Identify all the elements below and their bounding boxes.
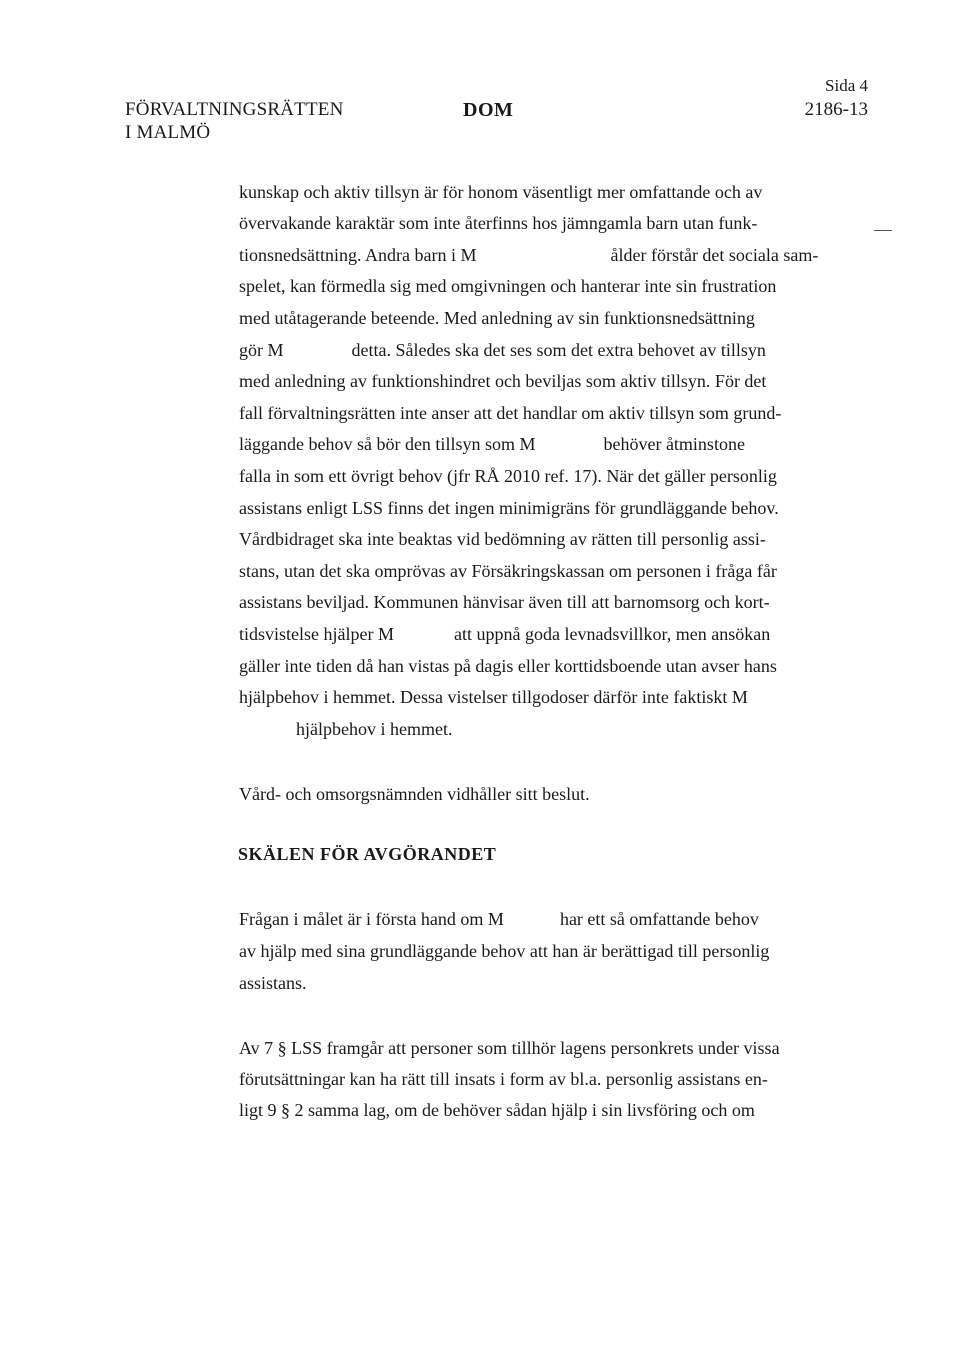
paragraph-text: har ett så omfattande behov [559,909,759,929]
court-name: FÖRVALTNINGSRÄTTEN [125,99,344,120]
paragraph-line [239,432,745,456]
paragraph-text: tidsvistelse hjälper M [239,624,394,644]
paragraph-line: med utåtagerande beteende. Med anledning av sin funktionsnedsättning [239,308,755,328]
paragraph-line: hjälpbehov i hemmet. [296,719,453,739]
paragraph-text: ålder förstår det sociala sam- [610,245,819,265]
paragraph-line: med anledning av funktionshindret och beviljas som aktiv tillsyn. För det [239,371,767,391]
paragraph-text: Frågan i målet är i första hand om M [239,909,504,929]
paragraph-line: assistans beviljad. Kommunen hänvisar även till att barnomsorg och kort- [239,592,770,612]
paragraph-line: övervakande karaktär som inte återfinns hos jämngamla barn utan funk- [239,213,758,233]
paragraph-line: falla in som ett övrigt behov (jfr RÅ 2010 ref. 17). När det gäller personlig [239,466,777,486]
margin-mark [874,230,892,231]
paragraph-line: av hjälp med sina grundläggande behov att han är berättigad till personlig [239,941,770,961]
paragraph-line: kunskap och aktiv tillsyn är för honom väsentligt mer omfattande och av [239,182,763,202]
paragraph-text: tionsnedsättning. Andra barn i M [239,245,477,265]
paragraph-line: Vård- och omsorgsnämnden vidhåller sitt beslut. [239,784,590,804]
paragraph-line [239,243,818,267]
paragraph-line: förutsättningar kan ha rätt till insats i form av bl.a. personlig assistans en- [239,1069,768,1089]
paragraph-line: spelet, kan förmedla sig med omgivningen och hanterar inte sin frustration [239,276,777,296]
case-number: 2186-13 [804,99,868,120]
paragraph-line [239,907,759,931]
paragraph-line: assistans enligt LSS finns det ingen minimigräns för grundläggande behov. [239,498,779,518]
page-number: Sida 4 [825,76,868,95]
paragraph-line [239,622,770,646]
paragraph-line: stans, utan det ska omprövas av Försäkringskassan om personen i fråga får [239,561,777,581]
paragraph-line: Vårdbidraget ska inte beaktas vid bedömning av rätten till personlig assi- [239,529,766,549]
paragraph-line: ligt 9 § 2 samma lag, om de behöver sådan hjälp i sin livsföring och om [239,1100,755,1120]
paragraph-line: assistans. [239,973,307,993]
paragraph-line: hjälpbehov i hemmet. Dessa vistelser tillgodoser därför inte faktiskt M [239,687,748,707]
paragraph-line: gäller inte tiden då han vistas på dagis eller korttidsboende utan avser hans [239,656,777,676]
paragraph-line [239,338,766,362]
paragraph-line: Av 7 § LSS framgår att personer som tillhör lagens personkrets under vissa [239,1038,780,1058]
document-type: DOM [463,99,514,121]
court-location: I MALMÖ [125,122,211,143]
paragraph-text: gör M [239,340,284,360]
paragraph-line: fall förvaltningsrätten inte anser att det handlar om aktiv tillsyn som grund- [239,403,782,423]
paragraph-text: behöver åtminstone [603,434,745,454]
section-heading: SKÄLEN FÖR AVGÖRANDET [238,844,497,864]
paragraph-text: läggande behov så bör den tillsyn som M [239,434,536,454]
paragraph-text: detta. Således ska det ses som det extra behovet av tillsyn [351,340,766,360]
paragraph-text: att uppnå goda levnadsvillkor, men ansökan [453,624,771,644]
